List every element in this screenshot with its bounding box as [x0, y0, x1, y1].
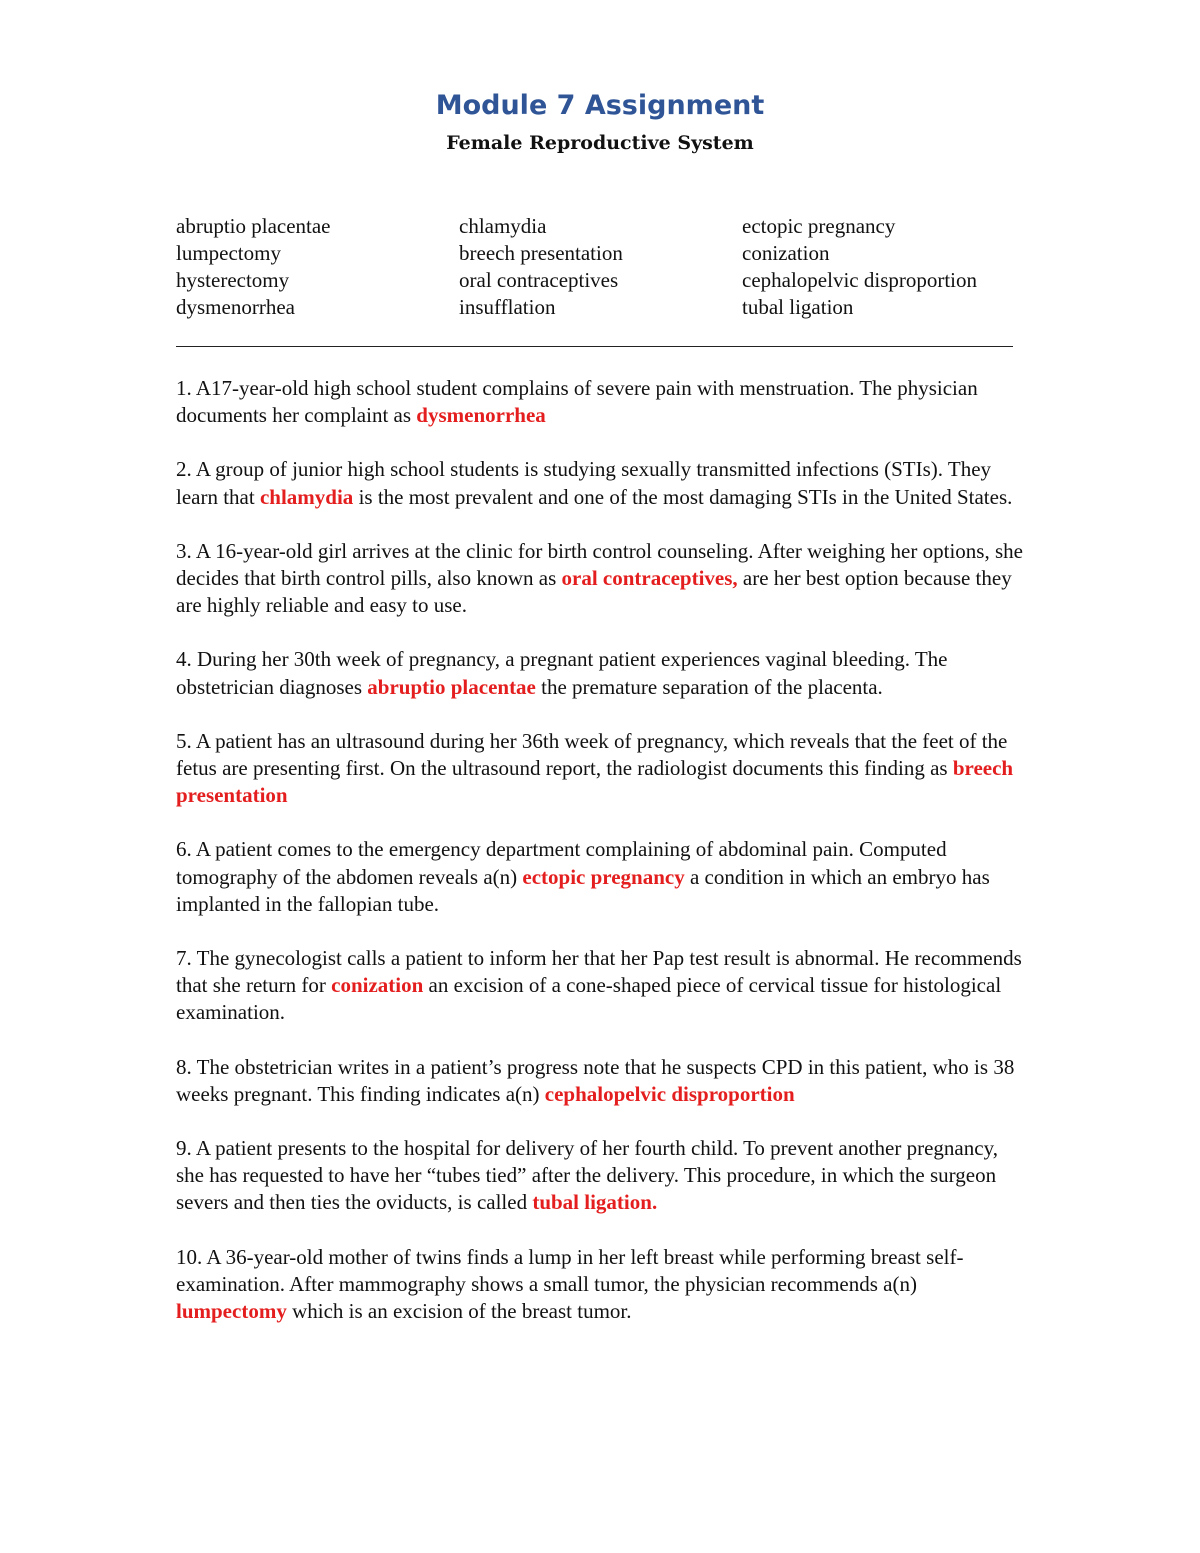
- question-5: [176, 728, 1026, 810]
- question-4: [176, 646, 1026, 700]
- page-title: Module 7 Assignment: [435, 90, 765, 121]
- question-6: [176, 836, 1026, 918]
- question-text: 6. A patient comes to the emergency department complaining of abdominal pain. Computed tomography of the abdomen reveals a(n): [176, 837, 947, 889]
- question-text: 9. A patient presents to the hospital for delivery of her fourth child. To prevent another pregnancy, she has requested to have her “tubes tied” after the delivery. This procedure, in which the surgeon severs and then ties the oviducts, is called: [176, 1136, 998, 1215]
- answer-text: cephalopelvic disproportion: [544, 1081, 795, 1106]
- answer-text: chlamydia: [259, 484, 354, 509]
- question-text: the premature separation of the placenta.: [535, 674, 883, 699]
- question-3: [176, 538, 1026, 620]
- question-10: [176, 1244, 1026, 1326]
- question-8: [176, 1054, 1026, 1108]
- question-text: an excision of a cone-shaped piece of cervical tissue for histological examination.: [176, 973, 1002, 1025]
- question-text: 3. A 16-year-old girl arrives at the clinic for birth control counseling. After weighing her options, she decides that birth control pills, also known as: [176, 538, 1023, 591]
- question-9: [176, 1135, 1026, 1217]
- question-text: which is an excision of the breast tumor.: [286, 1299, 632, 1324]
- question-text: 4. During her 30th week of pregnancy, a pregnant patient experiences vaginal bleeding. The obstetrician diagnoses: [176, 647, 948, 699]
- question-1: [176, 375, 1026, 429]
- answer-text: oral contraceptives,: [561, 566, 738, 591]
- question-text: 1. A17-year-old high school student complains of severe pain with menstruation. The physician documents her complaint as: [176, 376, 978, 428]
- question-text: 7. The gynecologist calls a patient to inform her that her Pap test result is abnormal. He recommends that she return for: [176, 946, 1022, 998]
- word-bank-term: dysmenorrhea: [176, 295, 295, 319]
- word-bank-term: oral contraceptives: [459, 268, 619, 292]
- answer-text: ectopic pregnancy: [522, 864, 685, 889]
- answer-text: breech presentation: [176, 756, 1014, 808]
- word-bank-term: tubal ligation: [742, 295, 854, 319]
- answer-text: lumpectomy: [176, 1299, 287, 1324]
- question-text: 5. A patient has an ultrasound during her 36th week of pregnancy, which reveals that the feet of the fetus are presenting first. On the ultrasound report, the radiologist documents this finding as: [176, 728, 1008, 781]
- word-bank-term: lumpectomy: [176, 241, 281, 265]
- separator-line: [176, 346, 1013, 347]
- word-bank-term: conization: [742, 241, 830, 265]
- question-text: 10. A 36-year-old mother of twins finds a lump in her left breast while performing breast self-examination. After mammography shows a small tumor, the physician recommends a(n): [176, 1244, 964, 1296]
- question-7: [176, 945, 1026, 1027]
- word-bank-term: insufflation: [459, 295, 556, 319]
- answer-text: tubal ligation.: [532, 1190, 658, 1215]
- question-2: [176, 456, 1026, 510]
- word-bank-term: abruptio placentae: [176, 214, 331, 238]
- answer-text: dysmenorrhea: [416, 403, 546, 428]
- answer-text: conization: [331, 973, 424, 998]
- word-bank-term: hysterectomy: [176, 268, 290, 292]
- word-bank-term: chlamydia: [459, 214, 547, 238]
- word-bank-column-3: [742, 213, 1042, 321]
- word-bank-column-2: [459, 213, 742, 321]
- word-bank-column-1: [176, 213, 459, 321]
- word-bank-term: ectopic pregnancy: [742, 214, 896, 238]
- question-text: is the most prevalent and one of the most damaging STIs in the United States.: [353, 484, 1013, 509]
- word-bank-term: cephalopelvic disproportion: [742, 268, 978, 292]
- question-text: are her best option because they are highly reliable and easy to use.: [176, 566, 1012, 618]
- question-text: a condition in which an embryo has implanted in the fallopian tube.: [176, 864, 990, 916]
- question-list: [176, 375, 1026, 1352]
- word-bank: [176, 213, 1036, 321]
- question-text: 2. A group of junior high school students is studying sexually transmitted infections (STIs). They learn that: [176, 457, 992, 509]
- page-subtitle: Female Reproductive System: [446, 132, 754, 154]
- answer-text: abruptio placentae: [367, 674, 536, 699]
- word-bank-term: breech presentation: [459, 241, 623, 265]
- question-text: 8. The obstetrician writes in a patient’s progress note that he suspects CPD in this patient, who is 38 weeks pregnant. This finding indicates a(n): [176, 1054, 1015, 1106]
